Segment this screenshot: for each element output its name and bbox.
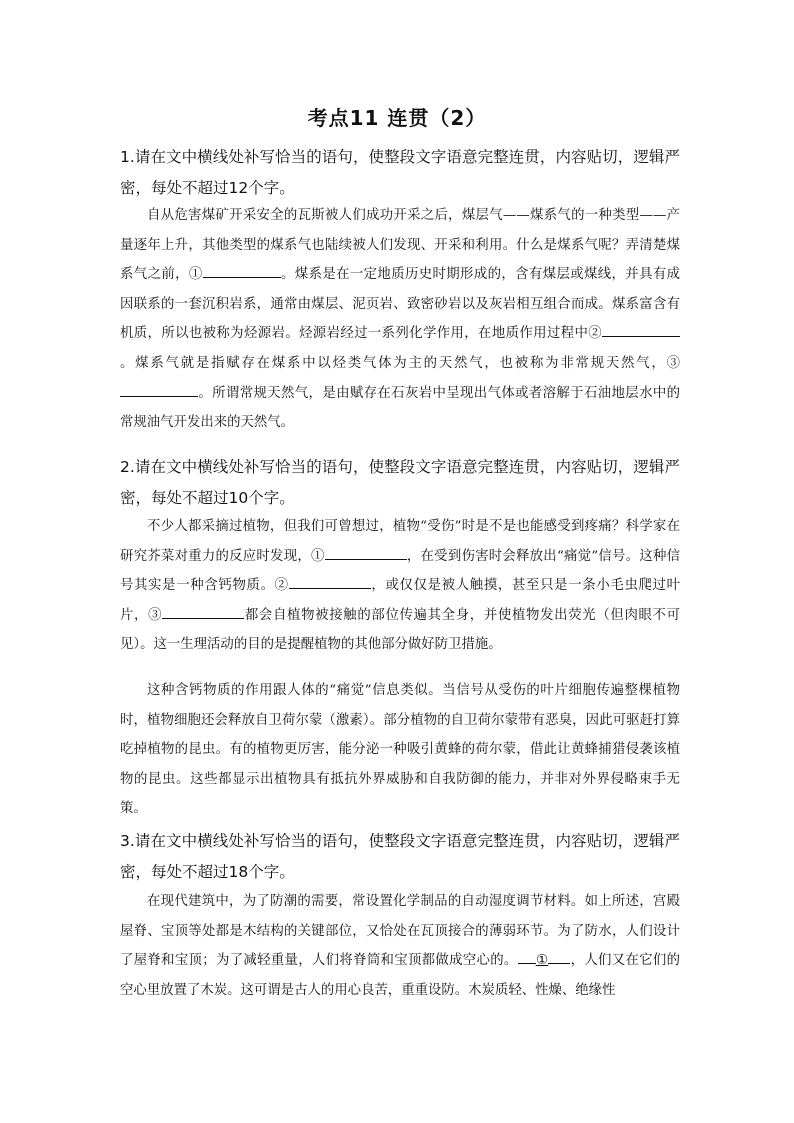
answer-blank-2[interactable] <box>289 574 371 589</box>
text-segment: 。煤系气就是指赋存在煤系中以烃类气体为主的天然气，也被称为非常规天然气， <box>120 355 667 371</box>
text-segment: 自从危害煤矿开采安全的瓦斯被人们成功开采之后，煤层气——煤系气的一种类型——产量逐年上升，其他类型的煤系气也陆续被人们发现、开采和利用。什么是煤系气呢？弄清楚煤系气之前， <box>120 208 680 283</box>
question-3-prompt: 3.请在文中横线处补写恰当的语句，使整段文字语意完整连贯，内容贴切，逻辑严密，每处不超过18个字。 <box>120 832 680 881</box>
blank-number-2: ② <box>274 578 289 594</box>
blank-number-1: ① <box>188 267 203 283</box>
text-segment: 不少人都采摘过植物，但我们可曾想过，植物“受伤”时是不是也能感受到疼痛？科学家在研究芥菜对重力的反应时发现， <box>120 519 680 564</box>
question-3-paragraph <box>120 887 680 1005</box>
question-2-paragraph-1 <box>120 512 680 660</box>
question-2-paragraph-2: 这种含钙物质的作用跟人体的“痛觉”信息类似。当信号从受伤的叶片细胞传遍整棵植物时，植物细胞还会释放自卫荷尔蒙（激素）。部分植物的自卫荷尔蒙带有恶臭，因此可驱赶打算吃掉植物的昆虫。有的植物更厉害，能分泌一种吸引黄蜂的荷尔蒙，借此让黄蜂捕猎侵袭该植物的昆虫。这些都显示出植物具有抵抗外界威胁和自我防御的能力，并非对外界侵略束手无策。 <box>120 683 680 817</box>
answer-blank-3[interactable] <box>120 382 198 397</box>
text-segment: ，人们又在它们的空心里放置了木炭。这可谓是古人的用心良苦，重重设防。木炭质轻、性燥、绝缘性 <box>120 953 681 998</box>
blank-number-1: ① <box>310 548 325 564</box>
question-2-prompt: 2.请在文中横线处补写恰当的语句，使整段文字语意完整连贯，内容贴切，逻辑严密，每处不超过10个字。 <box>120 458 680 507</box>
answer-blank-1[interactable] <box>203 263 281 278</box>
text-segment: ，在受到伤害时会释放出“痛觉”信号。这种信号其实是一种含钙物质。 <box>120 548 681 594</box>
answer-blank-3[interactable] <box>162 604 244 619</box>
text-segment: 。煤系是在一定地质历史时期形成的，含有煤层或煤线，并具有成因联系的一套沉积岩系，通常由煤层、泥页岩、致密砂岩以及灰岩相互组合而成。煤系富含有机质，所以也被称为烃源岩。烃源岩经过一系列化学作用，在地质作用过程中 <box>120 267 681 342</box>
text-segment: 在现代建筑中，为了防潮的需要，常设置化学制品的自动湿度调节材料。如上所述，宫殿屋脊、宝顶等处都是木结构的关键部位，又恰处在瓦顶接合的薄弱环节。为了防水，人们设计了屋脊和宝顶；为了减轻重量，人们将脊筒和宝顶都做成空心的。 <box>120 894 680 969</box>
answer-blank-1-lead[interactable] <box>518 949 536 964</box>
question-1-paragraph <box>120 201 680 438</box>
answer-blank-2[interactable] <box>602 322 680 337</box>
blank-number-2: ② <box>588 326 603 342</box>
question-1-prompt: 1.请在文中横线处补写恰当的语句，使整段文字语意完整连贯，内容贴切，逻辑严密，每处不超过12个字。 <box>120 148 680 197</box>
blank-number-3: ③ <box>148 607 163 623</box>
page-title: 考点11 连贯（2） <box>307 106 487 130</box>
blank-number-1: ① <box>535 953 549 969</box>
text-segment: 都会自植物被接触的部位传遍其全身，并使植物发出荧光（但肉眼不可见）。这一生理活动的目的是提醒植物的其他部分做好防卫措施。 <box>120 607 681 653</box>
text-segment: ，或仅仅是被人触摸，甚至只是一条小毛虫爬过叶片， <box>120 578 681 623</box>
answer-blank-1-tail[interactable] <box>548 949 570 964</box>
text-segment: 。所谓常规天然气，是由赋存在石灰岩中呈现出气体或者溶解于石油地层水中的常规油气开发出来的天然气。 <box>120 385 680 431</box>
blank-number-3: ③ <box>666 355 680 371</box>
answer-blank-1[interactable] <box>325 545 407 560</box>
